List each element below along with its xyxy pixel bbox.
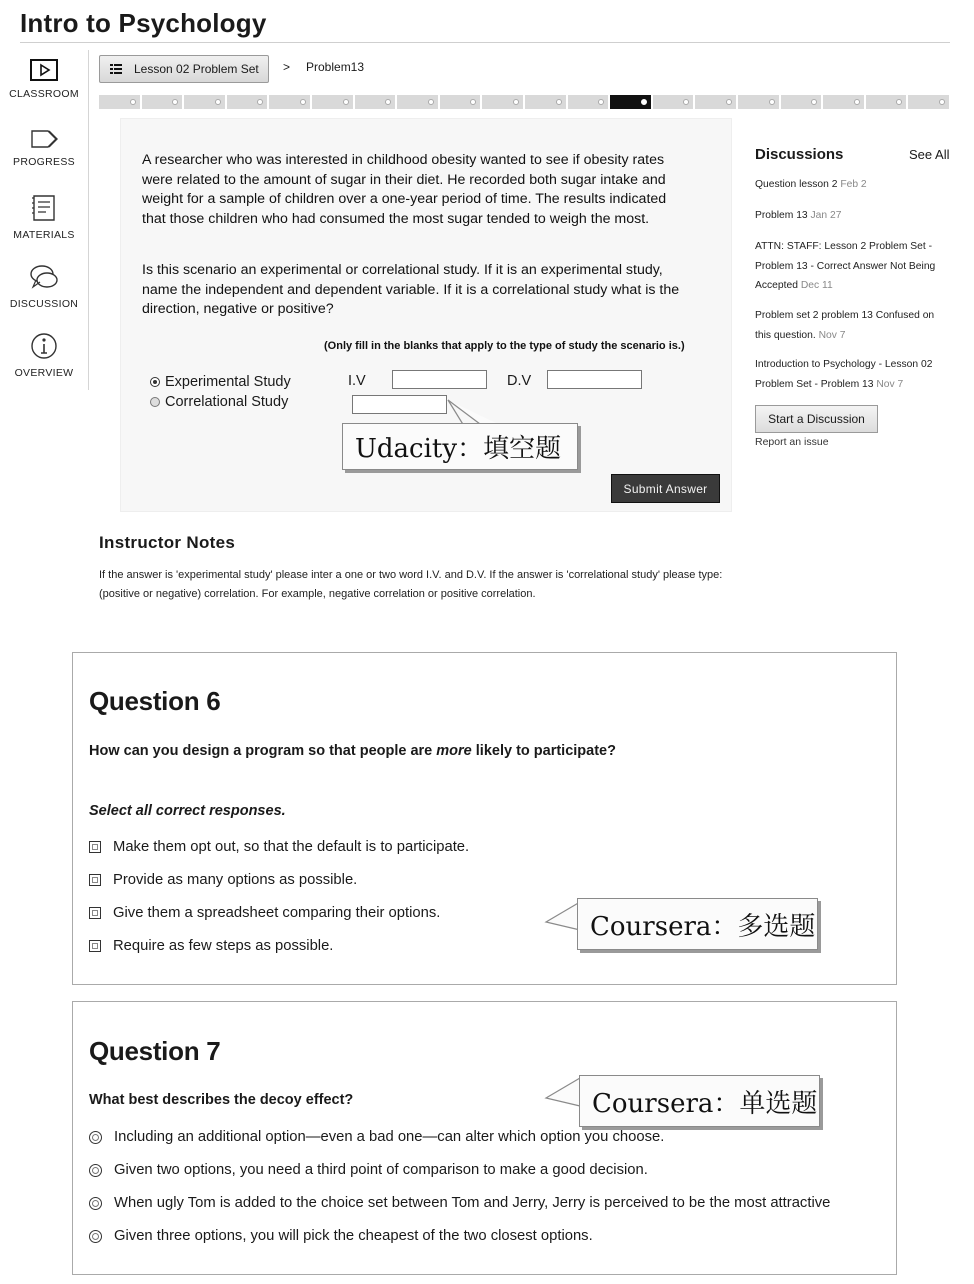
option-label: Given three options, you will pick the cheapest of the two closest options. [114, 1228, 593, 1244]
breadcrumb-separator: > [283, 60, 291, 74]
radio-button[interactable] [89, 1197, 102, 1210]
progress-step-dot [683, 99, 689, 105]
info-icon [29, 331, 59, 361]
report-issue-link[interactable]: Report an issue [755, 436, 829, 448]
dv-label: D.V [507, 373, 532, 389]
progress-step[interactable] [397, 95, 438, 109]
list-icon [110, 64, 122, 74]
discussion-item[interactable] [755, 206, 945, 226]
discussions-title: Discussions [755, 146, 844, 163]
nav-classroom[interactable] [0, 58, 88, 100]
progress-step-dot [556, 99, 562, 105]
progress-step[interactable] [355, 95, 396, 109]
discussion-item[interactable] [755, 237, 945, 296]
radio-experimental[interactable] [150, 377, 160, 387]
progress-step-dot [769, 99, 775, 105]
lesson-breadcrumb-label: Lesson 02 Problem Set [134, 62, 259, 76]
question-7-option[interactable] [89, 1195, 830, 1211]
progress-step-dot [641, 99, 647, 105]
progress-step-dot [428, 99, 434, 105]
question-6-instruction: Select all correct responses. [89, 803, 286, 819]
radio-button[interactable] [89, 1230, 102, 1243]
question-6-option[interactable] [89, 938, 333, 954]
problem-question: Is this scenario an experimental or correlational study. If it is an experimental study, name the independent and dependent variable. If it is a correlational study what is the direction, negative or positive? [142, 262, 680, 318]
discussion-item[interactable] [755, 175, 945, 195]
progress-step[interactable] [440, 95, 481, 109]
question-7-prompt: What best describes the decoy effect? [89, 1092, 354, 1108]
question-6-prompt-emphasis: more [436, 743, 472, 759]
nav-progress[interactable] [0, 128, 88, 168]
question-6-option[interactable] [89, 839, 469, 855]
checkbox[interactable] [89, 841, 101, 853]
discussion-item-date: Dec 11 [800, 280, 833, 291]
checkbox[interactable] [89, 874, 101, 886]
lesson-breadcrumb-button[interactable] [99, 55, 269, 83]
callout-pointer [544, 1076, 584, 1110]
discussion-item-title: ATTN: STAFF: Lesson 2 Problem Set - Problem 13 - Correct Answer Not Being Accepted [755, 241, 936, 291]
progress-step-dot [343, 99, 349, 105]
discussion-item-title: Problem 13 [755, 210, 808, 221]
option-label: Give them a spreadsheet comparing their options. [113, 905, 441, 921]
option-experimental-label: Experimental Study [165, 374, 291, 390]
nav-overview-label: OVERVIEW [14, 367, 74, 379]
progress-arrow-icon [29, 128, 59, 150]
question-6-option[interactable] [89, 872, 357, 888]
nav-progress-label: PROGRESS [13, 156, 75, 168]
option-label: Given two options, you need a third point of comparison to make a good decision. [114, 1162, 648, 1178]
option-label: Provide as many options as possible. [113, 872, 358, 888]
progress-step-dot [726, 99, 732, 105]
chat-bubbles-icon [28, 262, 60, 292]
option-label: When ugly Tom is added to the choice set between Tom and Jerry, Jerry is perceived to be the most attractive [114, 1195, 831, 1211]
option-label: Make them opt out, so that the default is to participate. [113, 839, 470, 855]
correlation-input[interactable] [352, 395, 447, 414]
discussion-item-date: Jan 27 [810, 210, 842, 221]
problem-progress-strip [99, 95, 949, 109]
discussion-item-date: Nov 7 [876, 378, 904, 390]
progress-step[interactable] [142, 95, 183, 109]
progress-step[interactable] [866, 95, 907, 109]
progress-step[interactable] [738, 95, 779, 109]
question-7-card [72, 1001, 897, 1275]
discussion-item-date: Feb 2 [840, 179, 867, 190]
question-6-option[interactable] [89, 905, 440, 921]
side-navigation [0, 50, 89, 390]
progress-step[interactable] [482, 95, 523, 109]
iv-label: I.V [348, 373, 366, 389]
course-title: Intro to Psychology [20, 8, 267, 38]
question-6-title: Question 6 [89, 686, 221, 716]
progress-step[interactable] [695, 95, 736, 109]
question-7-option[interactable] [89, 1228, 593, 1244]
progress-step-dot [811, 99, 817, 105]
question-6-prompt [89, 743, 616, 759]
nav-classroom-label: CLASSROOM [9, 88, 79, 100]
radio-button[interactable] [89, 1164, 102, 1177]
progress-step-current[interactable] [610, 95, 651, 109]
option-correlational-study[interactable] [150, 394, 288, 410]
nav-discussion-label: DISCUSSION [9, 298, 79, 310]
fill-blank-note: (Only fill in the blanks that apply to the type of study the scenario is.) [324, 340, 685, 352]
question-6-prompt-start: How can you design a program so that people are [89, 743, 437, 759]
progress-step[interactable] [99, 95, 140, 109]
progress-step-dot [385, 99, 391, 105]
option-label: Including an additional option—even a bad one—can alter which option you choose. [114, 1129, 665, 1145]
breadcrumb-current: Problem13 [306, 60, 365, 74]
checkbox[interactable] [89, 907, 101, 919]
nav-overview[interactable] [0, 331, 88, 379]
discussion-item[interactable] [755, 306, 945, 345]
instructor-notes-title: Instructor Notes [99, 533, 236, 552]
nav-materials-label: MATERIALS [13, 229, 75, 241]
option-experimental-study[interactable] [150, 374, 291, 390]
question-7-option[interactable] [89, 1162, 648, 1178]
iv-input[interactable] [392, 370, 487, 389]
title-divider [20, 42, 950, 43]
progress-step[interactable] [908, 95, 949, 109]
discussion-item-date: Nov 7 [818, 329, 846, 341]
progress-step-dot [513, 99, 519, 105]
start-discussion-button[interactable]: Start a Discussion [755, 405, 878, 433]
progress-step-dot [130, 99, 136, 105]
progress-step[interactable] [653, 95, 694, 109]
question-7-option[interactable] [89, 1129, 664, 1145]
radio-button[interactable] [89, 1131, 102, 1144]
progress-step-dot [300, 99, 306, 105]
progress-step[interactable] [269, 95, 310, 109]
dv-input[interactable] [547, 370, 642, 389]
question-7-title: Question 7 [89, 1036, 221, 1066]
discussion-item-title: Question lesson 2 [755, 179, 838, 190]
option-label: Require as few steps as possible. [113, 938, 334, 954]
discussion-item[interactable] [755, 355, 945, 394]
progress-step-dot [939, 99, 945, 105]
progress-step-dot [854, 99, 860, 105]
progress-step[interactable] [312, 95, 353, 109]
progress-step[interactable] [823, 95, 864, 109]
instructor-notes-body: If the answer is 'experimental study' please inter a one or two word I.V. and D.V. If the answer is 'correlational study' please type: (positive or negative) correlation. For example, negative correlation or positive correlation. [99, 569, 723, 600]
nav-discussion[interactable] [0, 262, 88, 310]
document-icon [31, 193, 57, 223]
discussion-item-title: Problem set 2 problem 13 Confused on this question. [755, 310, 935, 341]
progress-step-dot [172, 99, 178, 105]
discussion-item-title: Introduction to Psychology - Lesson 02 Problem Set - Problem 13 [755, 359, 933, 390]
progress-step-dot [215, 99, 221, 105]
submit-answer-button[interactable]: Submit Answer [611, 474, 720, 503]
progress-step[interactable] [568, 95, 609, 109]
coursera-multi-callout: Coursera：多选题 [577, 898, 818, 950]
progress-step[interactable] [184, 95, 225, 109]
progress-step[interactable] [227, 95, 268, 109]
nav-materials[interactable] [0, 193, 88, 241]
checkbox[interactable] [89, 940, 101, 952]
question-6-prompt-end: likely to participate? [471, 743, 616, 759]
problem-scenario: A researcher who was interested in childhood obesity wanted to see if obesity rates were related to the amount of sugar in their diet. He recorded both sugar intake and weight for a sample of children over a one-year period of time. The results indicated that those children who had consumed the most sugar tended to weigh the most. [142, 152, 667, 227]
progress-step-dot [598, 99, 604, 105]
progress-step[interactable] [781, 95, 822, 109]
radio-correlational[interactable] [150, 397, 160, 407]
option-correlational-label: Correlational Study [165, 394, 289, 410]
progress-step-dot [257, 99, 263, 105]
play-icon [29, 58, 59, 82]
see-all-link[interactable]: See All [909, 147, 950, 162]
coursera-single-callout: Coursera：单选题 [579, 1075, 820, 1127]
udacity-callout: Udacity：填空题 [342, 423, 578, 470]
progress-step-dot [896, 99, 902, 105]
progress-step-dot [470, 99, 476, 105]
progress-step[interactable] [525, 95, 566, 109]
